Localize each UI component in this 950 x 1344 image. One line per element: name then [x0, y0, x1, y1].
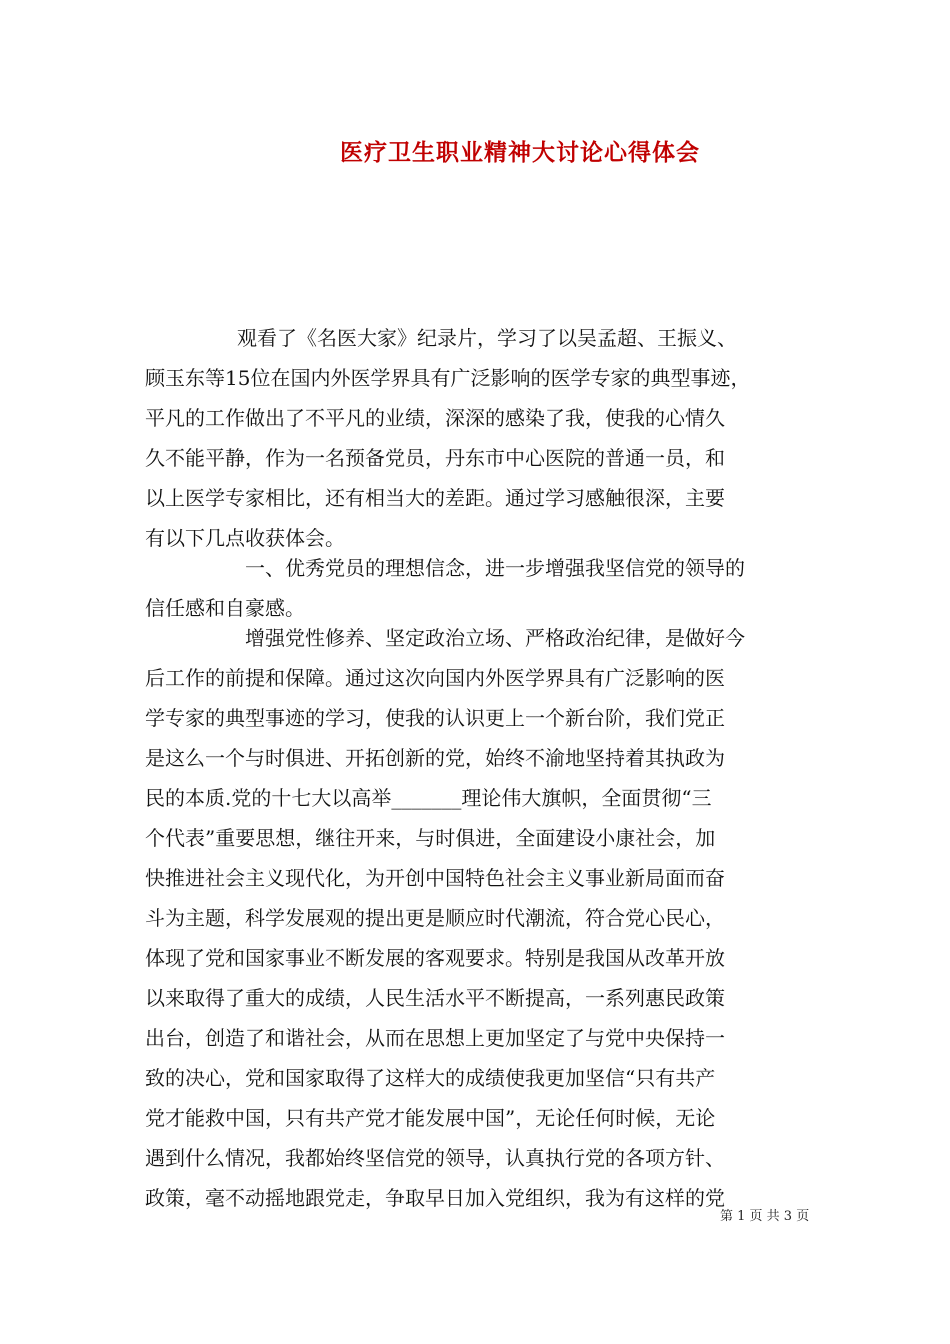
section-heading-line: 信任感和自豪感。 [145, 596, 305, 620]
body-line: 后工作的前提和保障。通过这次向国内外医学界具有广泛影响的医 [145, 666, 725, 690]
body-line: 以来取得了重大的成绩，人民生活水平不断提高，一系列惠民政策 [145, 986, 725, 1010]
body-line: 个代表”重要思想，继往开来，与时俱进，全面建设小康社会，加 [145, 826, 716, 850]
body-line: 顾玉东等15位在国内外医学界具有广泛影响的医学专家的典型事迹， [145, 366, 751, 390]
body-line: 有以下几点收获体会。 [145, 526, 345, 550]
body-line: 斗为主题，科学发展观的提出更是顺应时代潮流，符合党心民心， [145, 906, 725, 930]
body-line: 体现了党和国家事业不断发展的客观要求。特别是我国从改革开放 [145, 946, 725, 970]
body-line: 是这么一个与时俱进、开拓创新的党，始终不渝地坚持着其执政为 [145, 746, 725, 770]
body-line: 以上医学专家相比，还有相当大的差距。通过学习感触很深，主要 [145, 486, 725, 510]
page-footer: 第 1 页 共 3 页 [720, 1209, 810, 1224]
body-line: 致的决心，党和国家取得了这样大的成绩使我更加坚信“只有共产 [145, 1066, 716, 1090]
body-line: 学专家的典型事迹的学习，使我的认识更上一个新台阶，我们党正 [145, 706, 725, 730]
body-line: 出台，创造了和谐社会，从而在思想上更加坚定了与党中央保持一 [145, 1026, 725, 1050]
body-line: 增强党性修养、坚定政治立场、严格政治纪律，是做好今 [245, 626, 745, 650]
body-line: 政策，毫不动摇地跟党走，争取早日加入党组织，我为有这样的党 [145, 1186, 725, 1210]
document-title: 医疗卫生职业精神大讨论心得体会 [340, 139, 700, 166]
body-line: 民的本质.党的十七大以高举_______理论伟大旗帜，全面贯彻“三 [145, 786, 712, 810]
body-line: 久不能平静，作为一名预备党员，丹东市中心医院的普通一员，和 [145, 446, 725, 470]
section-heading-line: 一、优秀党员的理想信念，进一步增强我坚信党的领导的 [245, 556, 745, 580]
body-line: 观看了《名医大家》纪录片，学习了以吴孟超、王振义、 [237, 326, 737, 350]
body-line: 快推进社会主义现代化，为开创中国特色社会主义事业新局面而奋 [145, 866, 725, 890]
body-line: 遇到什么情况，我都始终坚信党的领导，认真执行党的各项方针、 [145, 1146, 725, 1170]
body-line: 平凡的工作做出了不平凡的业绩，深深的感染了我，使我的心情久 [145, 406, 725, 430]
body-line: 党才能救中国，只有共产党才能发展中国”，无论任何时候，无论 [145, 1106, 716, 1130]
